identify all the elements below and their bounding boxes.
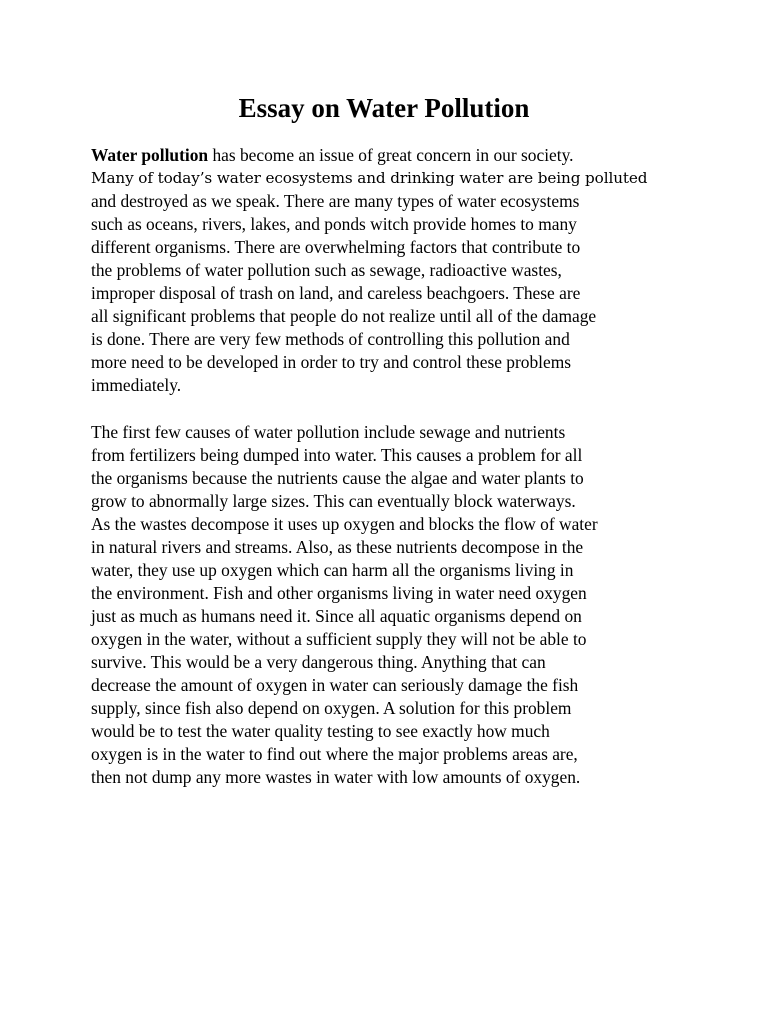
paragraph-line: the environment. Fish and other organisms living in water need oxygen — [91, 583, 587, 603]
page-title: Essay on Water Pollution — [238, 93, 530, 123]
paragraph-line: then not dump any more wastes in water with low amounts of oxygen. — [91, 767, 581, 787]
paragraph-line: from fertilizers being dumped into water. This causes a problem for all — [91, 445, 583, 465]
paragraph-line: supply, since fish also depend on oxygen. A solution for this problem — [91, 698, 572, 718]
paragraph-line: would be to test the water quality testing to see exactly how much — [91, 721, 550, 741]
paragraph-line: grow to abnormally large sizes. This can eventually block waterways. — [91, 491, 576, 511]
paragraph-line — [91, 144, 691, 167]
paragraph-line: in natural rivers and streams. Also, as these nutrients decompose in the — [91, 537, 584, 557]
paragraph-line: The first few causes of water pollution include sewage and nutrients — [91, 422, 566, 442]
paragraph-line: immediately. — [91, 375, 182, 395]
paragraph-line: all significant problems that people do not realize until all of the damage — [91, 306, 597, 326]
paragraph-line: and destroyed as we speak. There are many types of water ecosystems — [91, 191, 580, 211]
paragraph-line: decrease the amount of oxygen in water can seriously damage the fish — [91, 675, 579, 695]
paragraph-line: Many of today’s water ecosystems and drinking water are being polluted — [91, 169, 648, 187]
paragraph-line: just as much as humans need it. Since all aquatic organisms depend on — [91, 606, 582, 626]
paragraph-line: such as oceans, rivers, lakes, and ponds witch provide homes to many — [91, 214, 577, 234]
paragraph-line: the organisms because the nutrients cause the algae and water plants to — [91, 468, 584, 488]
paragraph-line: more need to be developed in order to try and control these problems — [91, 352, 572, 372]
paragraph-line: survive. This would be a very dangerous thing. Anything that can — [91, 652, 546, 672]
paragraph-1 — [91, 144, 691, 397]
paragraph-2 — [91, 421, 691, 789]
paragraph-line: is done. There are very few methods of controlling this pollution and — [91, 329, 570, 349]
paragraph-line: As the wastes decompose it uses up oxygen and blocks the flow of water — [91, 514, 598, 534]
bold-lead-text: Water pollution — [91, 145, 209, 165]
paragraph-line: oxygen in the water, without a sufficient supply they will not be able to — [91, 629, 587, 649]
paragraph-line: oxygen is in the water to find out where the major problems areas are, — [91, 744, 578, 764]
lead-rest-text: has become an issue of great concern in our society. — [208, 145, 574, 165]
paragraph-line: the problems of water pollution such as sewage, radioactive wastes, — [91, 260, 562, 280]
paragraph-line: water, they use up oxygen which can harm all the organisms living in — [91, 560, 574, 580]
paragraph-line: improper disposal of trash on land, and careless beachgoers. These are — [91, 283, 581, 303]
paragraph-line: different organisms. There are overwhelming factors that contribute to — [91, 237, 581, 257]
